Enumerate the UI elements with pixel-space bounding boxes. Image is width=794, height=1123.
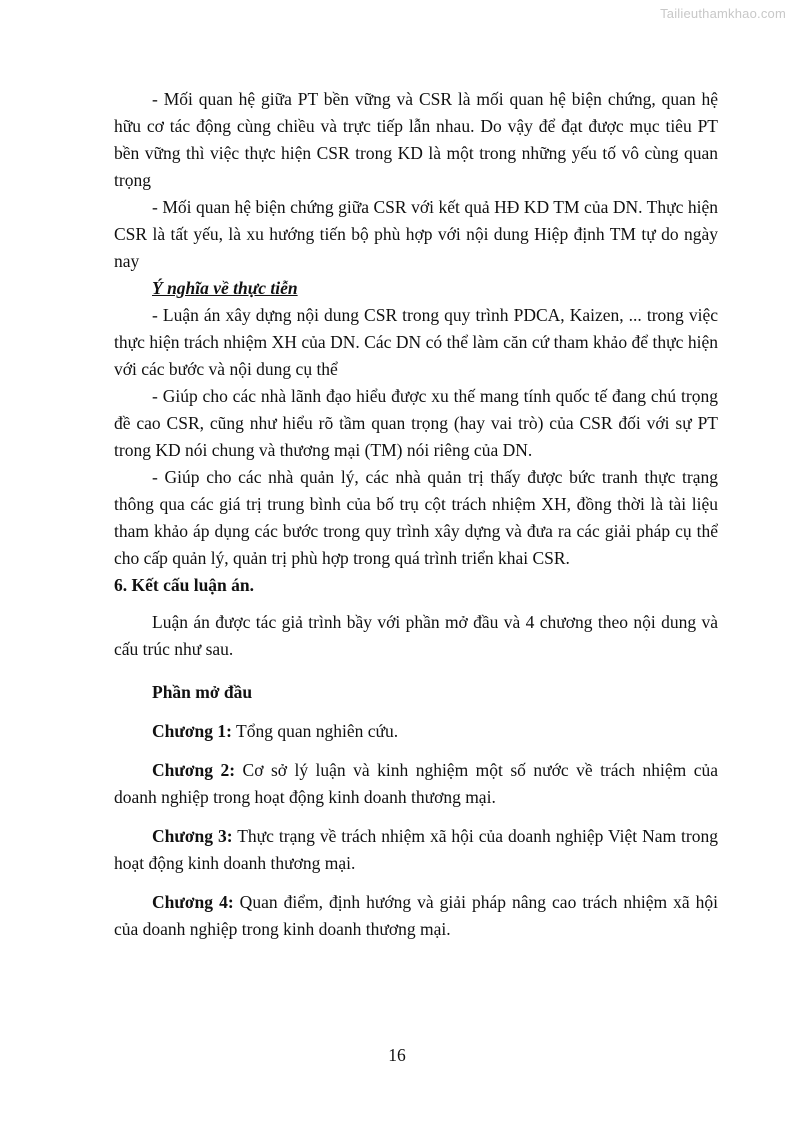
page-body — [114, 86, 718, 943]
chapter-label: Chương 4: — [152, 892, 234, 912]
paragraph-practical-1: - Luận án xây dựng nội dung CSR trong quy trình PDCA, Kaizen, ... trong việc thực hiện trách nhiệm XH của DN. Các DN có thể làm căn cứ tham khảo để thực hiện với các bước và nội dung cụ thể — [114, 305, 718, 379]
paragraph-sustainability-relation: - Mối quan hệ giữa PT bền vững và CSR là mối quan hệ biện chứng, quan hệ hữu cơ tác động cùng chiều và trực tiếp lẫn nhau. Do vậy để đạt được mục tiêu PT bền vững thì việc thực hiện CSR trong KD là một trong những yếu tố vô cùng quan trọng — [114, 89, 718, 190]
part-opening: Phần mở đầu — [152, 682, 253, 702]
paragraph-csr-business-relation: - Mối quan hệ biện chứng giữa CSR với kết quả HĐ KD TM của DN. Thực hiện CSR là tất yếu, là xu hướng tiến bộ phù hợp với nội dung Hiệp định TM tự do ngày nay — [114, 197, 718, 271]
chapter-text: Cơ sở lý luận và kinh nghiệm một số nước về trách nhiệm của doanh nghiệp trong hoạt động kinh doanh thương mại. — [114, 760, 718, 807]
chapter-3 — [114, 823, 718, 877]
watermark: Tailieuthamkhao.com — [660, 6, 786, 21]
chapter-label: Chương 2: — [152, 760, 236, 780]
chapter-label: Chương 3: — [152, 826, 233, 846]
chapter-label: Chương 1: — [152, 721, 232, 741]
paragraph-practical-3: - Giúp cho các nhà quản lý, các nhà quản trị thấy được bức tranh thực trạng thông qua các giá trị trung bình của bố trụ cột trách nhiệm XH, đồng thời là tài liệu tham khảo áp dụng các bước trong quy trình xây dựng và đưa ra các giải pháp cụ thể cho cấp quản lý, quản trị phù hợp trong quá trình triển khai CSR. — [114, 467, 718, 568]
section-intro: Luận án được tác giả trình bầy với phần mở đầu và 4 chương theo nội dung và cấu trúc như sau. — [114, 612, 718, 659]
chapter-text: Thực trạng về trách nhiệm xã hội của doanh nghiệp Việt Nam trong hoạt động kinh doanh thương mại. — [114, 826, 718, 873]
chapter-2 — [114, 757, 718, 811]
chapter-text: Tổng quan nghiên cứu. — [232, 721, 399, 741]
paragraph-practical-2: - Giúp cho các nhà lãnh đạo hiểu được xu thế mang tính quốc tế đang chú trọng đề cao CSR, cũng như hiểu rõ tầm quan trọng (hay vai trò) của CSR đối với sự PT trong KD nói chung và thương mại (TM) nói riêng của DN. — [114, 386, 718, 460]
page-number: 16 — [388, 1045, 406, 1065]
chapter-4 — [114, 889, 718, 943]
chapter-text: Quan điểm, định hướng và giải pháp nâng cao trách nhiệm xã hội của doanh nghiệp trong kinh doanh thương mại. — [114, 892, 719, 939]
section-heading: 6. Kết cấu luận án. — [114, 575, 255, 595]
practical-significance-heading: Ý nghĩa về thực tiễn — [152, 278, 298, 298]
chapter-1 — [114, 718, 718, 745]
